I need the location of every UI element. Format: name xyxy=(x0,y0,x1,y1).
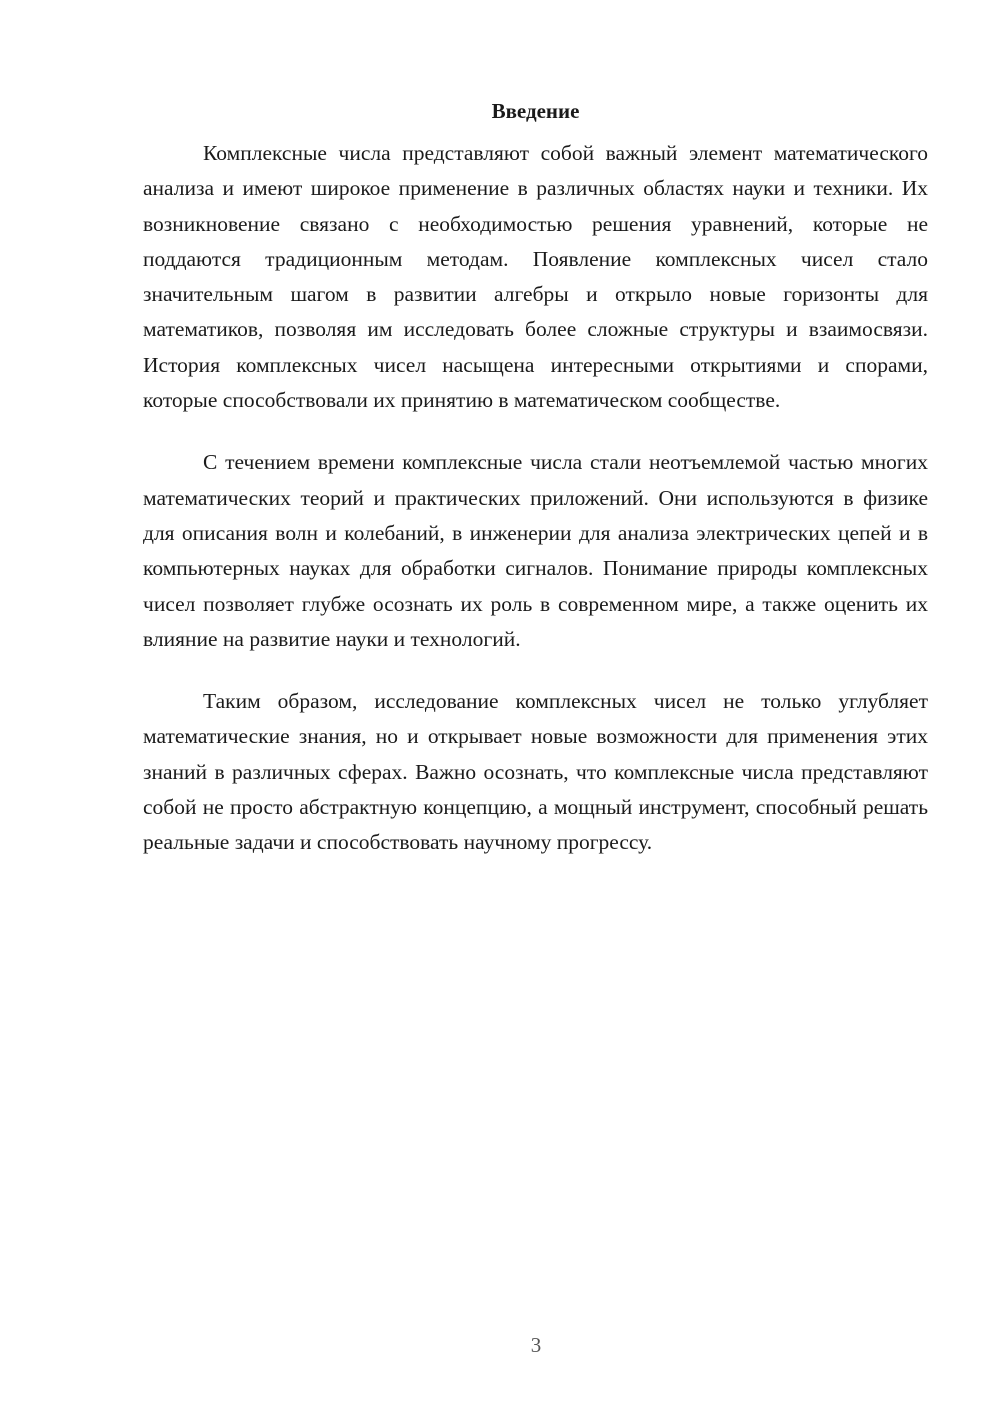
paragraph-3: Таким образом, исследование комплексных чисел не только углубляет математические знания, но и открывает новые возможности для применения этих знаний в различных сферах. Важно осознать, что комплексные числа представляют собой не просто абстрактную концепцию, а мощный инструмент, способный решать реальные задачи и способствовать научному прогрессу. xyxy=(143,689,928,855)
paragraph-2: С течением времени комплексные числа стали неотъемлемой частью многих математических теорий и практических приложений. Они используются в физике для описания волн и колебаний, в инженерии для анализа электрических цепей и в компьютерных науках для обработки сигналов. Понимание природы комплексных чисел позволяет глубже осознать их роль в современном мире, а также оценить их влияние на развитие науки и технологий. xyxy=(143,450,928,651)
section-title: Введение xyxy=(491,99,580,123)
paragraph-1: Комплексные числа представляют собой важный элемент математического анализа и имеют широкое применение в различных областях науки и техники. Их возникновение связано с необходимостью решения уравнений, которые не поддаются традиционным методам. Появление комплексных чисел стало значительным шагом в развитии алгебры и открыло новые горизонты для математиков, позволяя им исследовать более сложные структуры и взаимосвязи. История комплексных чисел насыщена интересными открытиями и спорами, которые способствовали их принятию в математическом сообществе. xyxy=(143,141,928,413)
page-number: 3 xyxy=(530,1333,542,1357)
page-content xyxy=(143,96,928,888)
